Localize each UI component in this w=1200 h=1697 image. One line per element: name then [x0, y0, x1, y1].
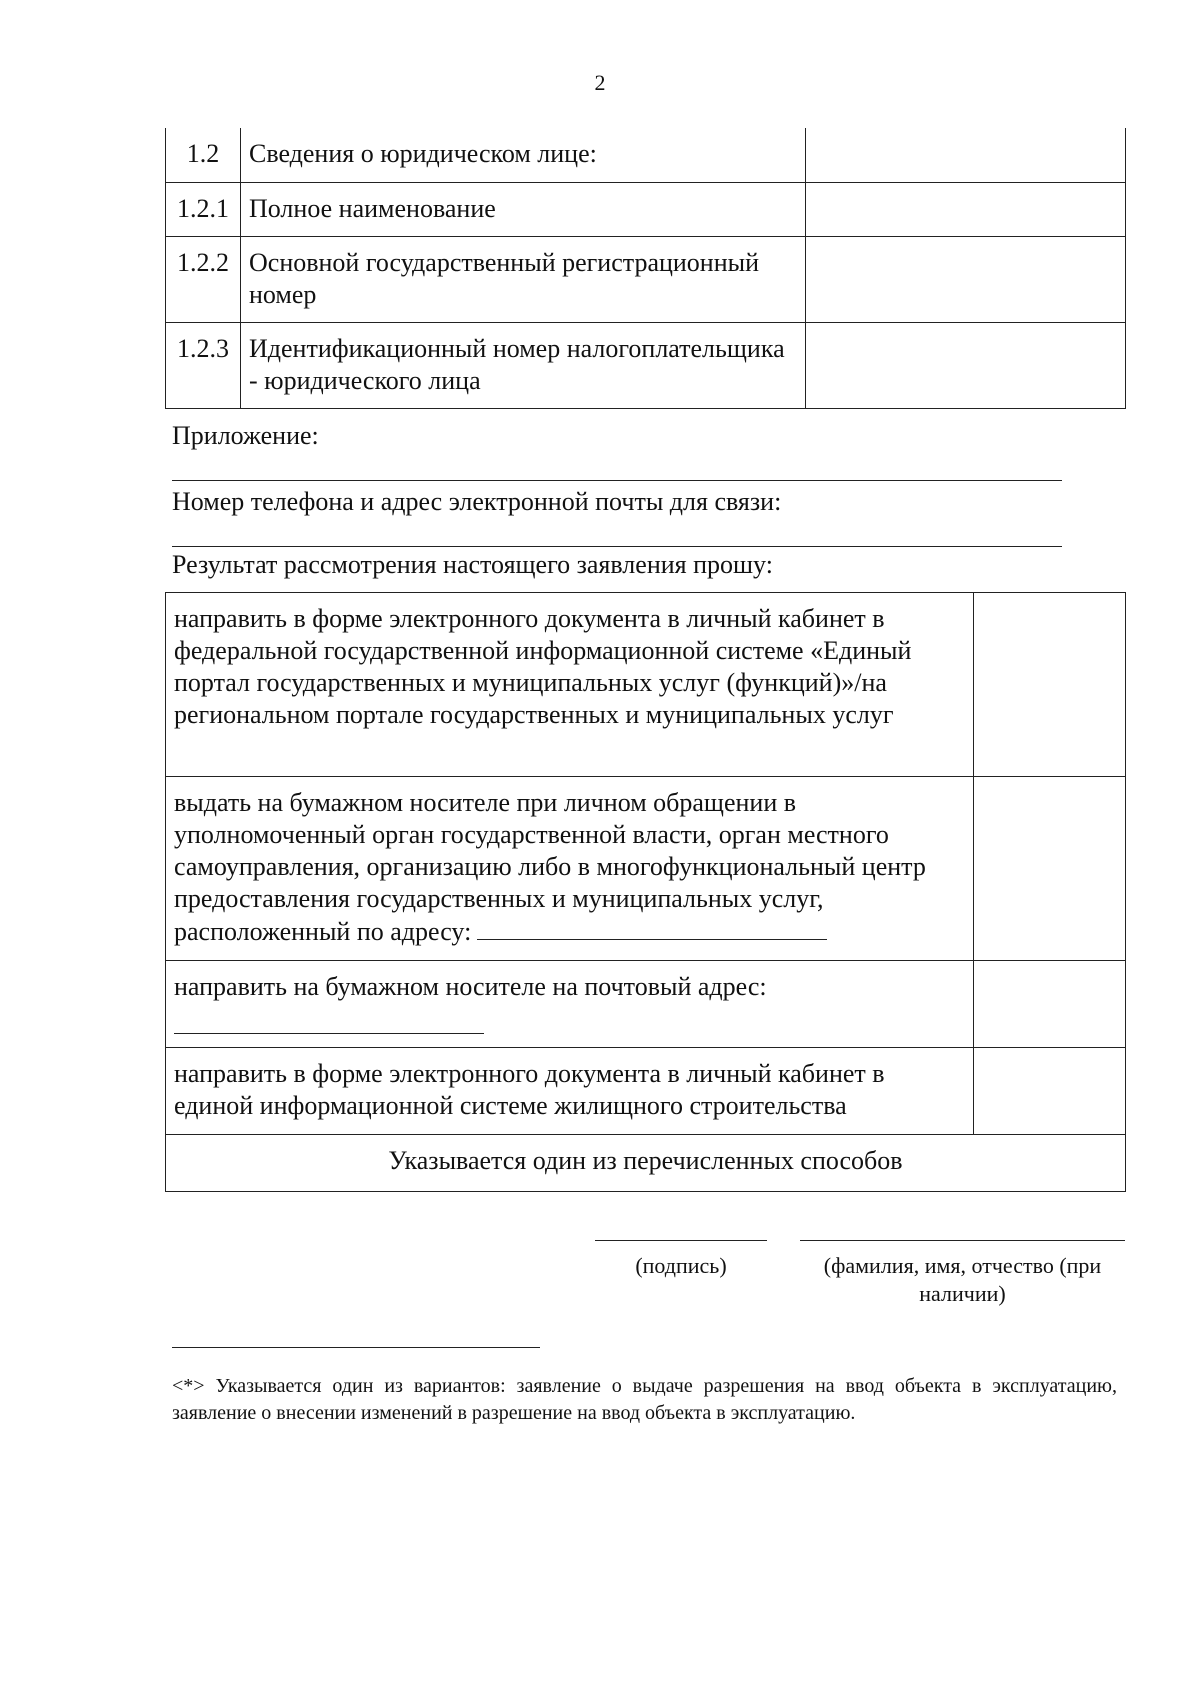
postal-address-fill-line[interactable] — [174, 1009, 484, 1034]
appendix-fill-line[interactable] — [172, 480, 1062, 481]
signature-line[interactable] — [595, 1240, 767, 1241]
method-note: Указывается один из перечисленных способов — [166, 1135, 1126, 1192]
result-label: Результат рассмотрения настоящего заявления прошу: — [172, 550, 773, 579]
row-value-field[interactable] — [806, 128, 1126, 182]
footnote: <*> Указывается один из вариантов: заявление о выдаче разрешения на ввод объекта в эксплуатацию, заявление о внесении изменений в разрешение на ввод объекта в эксплуатацию. — [172, 1375, 1117, 1424]
full-name-caption: (фамилия, имя, отчество (при наличии) — [823, 1253, 1102, 1306]
table-row — [166, 322, 1126, 408]
option-text: выдать на бумажном носителе при личном обращении в уполномоченный орган государственной власти, орган местного самоуправления, организацию либо в многофункциональный центр предоставления государственных и муниципальных услуг, расположенный по адресу: — [174, 788, 926, 946]
row-number: 1.2.1 — [166, 182, 241, 236]
option-checkbox-cell[interactable] — [974, 1048, 1126, 1135]
delivery-method-table — [165, 592, 1126, 1192]
table-row — [166, 128, 1126, 182]
contact-fill-line[interactable] — [172, 546, 1062, 547]
address-fill-line[interactable] — [477, 915, 827, 940]
row-value-field[interactable] — [806, 322, 1126, 408]
option-text: направить на бумажном носителе на почтовый адрес: — [174, 972, 767, 1001]
row-label: Идентификационный номер налогоплательщика - юридического лица — [241, 322, 806, 408]
page-number: 2 — [594, 70, 606, 95]
row-number: 1.2.3 — [166, 322, 241, 408]
option-text-cell — [166, 777, 974, 961]
row-label: Сведения о юридическом лице: — [241, 128, 806, 182]
row-number: 1.2 — [166, 128, 241, 182]
row-value-field[interactable] — [806, 182, 1126, 236]
signature-caption: (подпись) — [635, 1253, 727, 1278]
table-row — [166, 593, 1126, 777]
row-number: 1.2.2 — [166, 236, 241, 322]
table-row — [166, 1135, 1126, 1192]
option-checkbox-cell[interactable] — [974, 961, 1126, 1048]
table-row — [166, 236, 1126, 322]
appendix-label: Приложение: — [172, 421, 319, 450]
option-checkbox-cell[interactable] — [974, 593, 1126, 777]
table-row — [166, 182, 1126, 236]
option-text: направить в форме электронного документа в личный кабинет в единой информационной системе жилищного строительства — [166, 1048, 974, 1135]
footnote-separator — [172, 1347, 540, 1348]
table-row — [166, 777, 1126, 961]
row-label: Полное наименование — [241, 182, 806, 236]
row-value-field[interactable] — [806, 236, 1126, 322]
table-row — [166, 1048, 1126, 1135]
row-label: Основной государственный регистрационный номер — [241, 236, 806, 322]
full-name-line[interactable] — [800, 1240, 1125, 1241]
legal-entity-table — [165, 128, 1126, 409]
table-row — [166, 961, 1126, 1048]
option-text-cell — [166, 961, 974, 1048]
option-checkbox-cell[interactable] — [974, 777, 1126, 961]
contact-label: Номер телефона и адрес электронной почты для связи: — [172, 487, 782, 516]
option-text: направить в форме электронного документа в личный кабинет в федеральной государственной информационной системе «Единый портал государственных и муниципальных услуг (функций)»/на региональном портале государственных и муниципальных услуг — [166, 593, 974, 777]
